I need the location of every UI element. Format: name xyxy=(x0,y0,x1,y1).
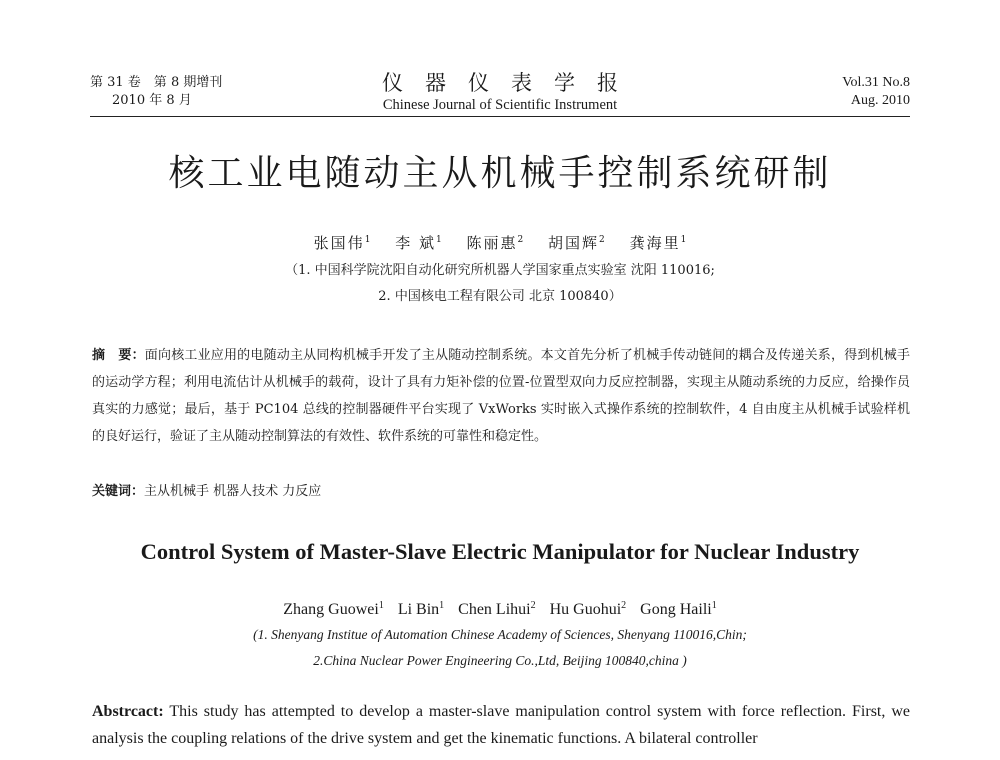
affiliation-en-2: 2.China Nuclear Power Engineering Co.,Ltd, Beijing 100840,china ) xyxy=(313,653,687,668)
author-name: 胡国辉 xyxy=(548,234,600,252)
abstract-en-text: This study has attempted to develop a master-slave manipulation control system with force reflection. First, we analysis the coupling relations of the drive system and get the kinematic functions. A bilateral controller xyxy=(92,703,910,747)
header-vol-no: Vol.31 No.8 xyxy=(842,75,910,90)
author-cn xyxy=(630,234,687,252)
header-date-en: Aug. 2010 xyxy=(850,93,910,108)
author-name: Chen Lihui xyxy=(458,601,531,618)
header-volume-info-en xyxy=(760,74,910,110)
author-name: 张国伟 xyxy=(313,234,365,252)
author-name: Gong Haili xyxy=(640,601,712,618)
paper-title-cn: 核工业电随动主从机械手控制系统研制 xyxy=(168,153,832,194)
keywords-cn xyxy=(92,482,910,502)
header-volume-issue: 第 31 卷 第 8 期增刊 xyxy=(90,75,223,90)
author-name: 李 斌 xyxy=(395,234,436,252)
author-en xyxy=(398,601,444,618)
abstract-en-label: Abstrcact: xyxy=(92,703,164,720)
journal-name-en: Chinese Journal of Scientific Instrument xyxy=(382,97,618,113)
author-affil-mark: 1 xyxy=(680,235,687,245)
affiliation-en-1: (1. Shenyang Institue of Automation Chinese Academy of Sciences, Shenyang 110016,Chin; xyxy=(253,627,747,642)
keywords-cn-text: 主从机械手 机器人技术 力反应 xyxy=(144,484,322,499)
keywords-cn-label: 关键词： xyxy=(92,484,145,499)
abstract-en xyxy=(92,698,910,752)
author-affil-mark: 1 xyxy=(364,235,371,245)
abstract-cn-label: 摘 要： xyxy=(92,348,145,363)
affiliation-cn-2: 2. 中国核电工程有限公司 北京 100840） xyxy=(378,289,622,304)
author-name: Li Bin xyxy=(397,601,440,618)
abstract-cn xyxy=(92,342,910,450)
author-affil-mark: 2 xyxy=(621,600,627,611)
author-cn xyxy=(467,234,524,252)
author-name: Hu Guohui xyxy=(549,601,622,618)
author-en xyxy=(283,601,384,618)
abstract-cn-text: 面向核工业应用的电随动主从同构机械手开发了主从随动控制系统。本文首先分析了机械手传动链间的耦合及传递关系，得到机械手的运动学方程；利用电流估计从机械手的载荷，设计了具有力矩补偿的位置-位置型双向力反应控制器，实现主从随动系统的力反应，给操作员真实的力感觉；最后，基于 PC104 总线的控制器硬件平台实现了 VxWorks 实时嵌入式操作系统的控制软件，4 自由度主从机械手试验样机的良好运行，验证了主从随动控制算法的有效性、软件系统的可靠性和稳定性。 xyxy=(92,348,910,444)
author-cn xyxy=(395,234,442,252)
header-date-cn: 2010 年 8 月 xyxy=(112,93,192,108)
author-name: Zhang Guowei xyxy=(283,601,379,618)
paper-title-en: Control System of Master-Slave Electric Manipulator for Nuclear Industry xyxy=(140,539,860,564)
author-affil-mark: 2 xyxy=(530,600,536,611)
author-affil-mark: 1 xyxy=(439,600,445,611)
author-affil-mark: 1 xyxy=(711,600,717,611)
author-affil-mark: 1 xyxy=(435,235,442,245)
affiliation-cn-1: （1. 中国科学院沈阳自动化研究所机器人学国家重点实验室 沈阳 110016; xyxy=(285,263,715,278)
author-name: 陈丽惠 xyxy=(466,234,518,252)
author-cn xyxy=(314,234,371,252)
author-name: 龚海里 xyxy=(629,234,681,252)
author-en xyxy=(550,601,627,618)
author-affil-mark: 2 xyxy=(599,235,605,245)
author-en xyxy=(458,601,535,618)
header-volume-info xyxy=(90,74,222,110)
journal-name-cn: 仪器仪表学报 xyxy=(382,71,640,95)
header-rule xyxy=(90,116,910,117)
author-cn xyxy=(548,234,605,252)
author-list-cn xyxy=(0,230,1000,253)
author-list-en xyxy=(0,596,1000,620)
author-affil-mark: 2 xyxy=(517,235,524,245)
author-affil-mark: 1 xyxy=(378,600,384,611)
header-journal-name xyxy=(300,70,700,114)
author-en xyxy=(640,601,717,618)
